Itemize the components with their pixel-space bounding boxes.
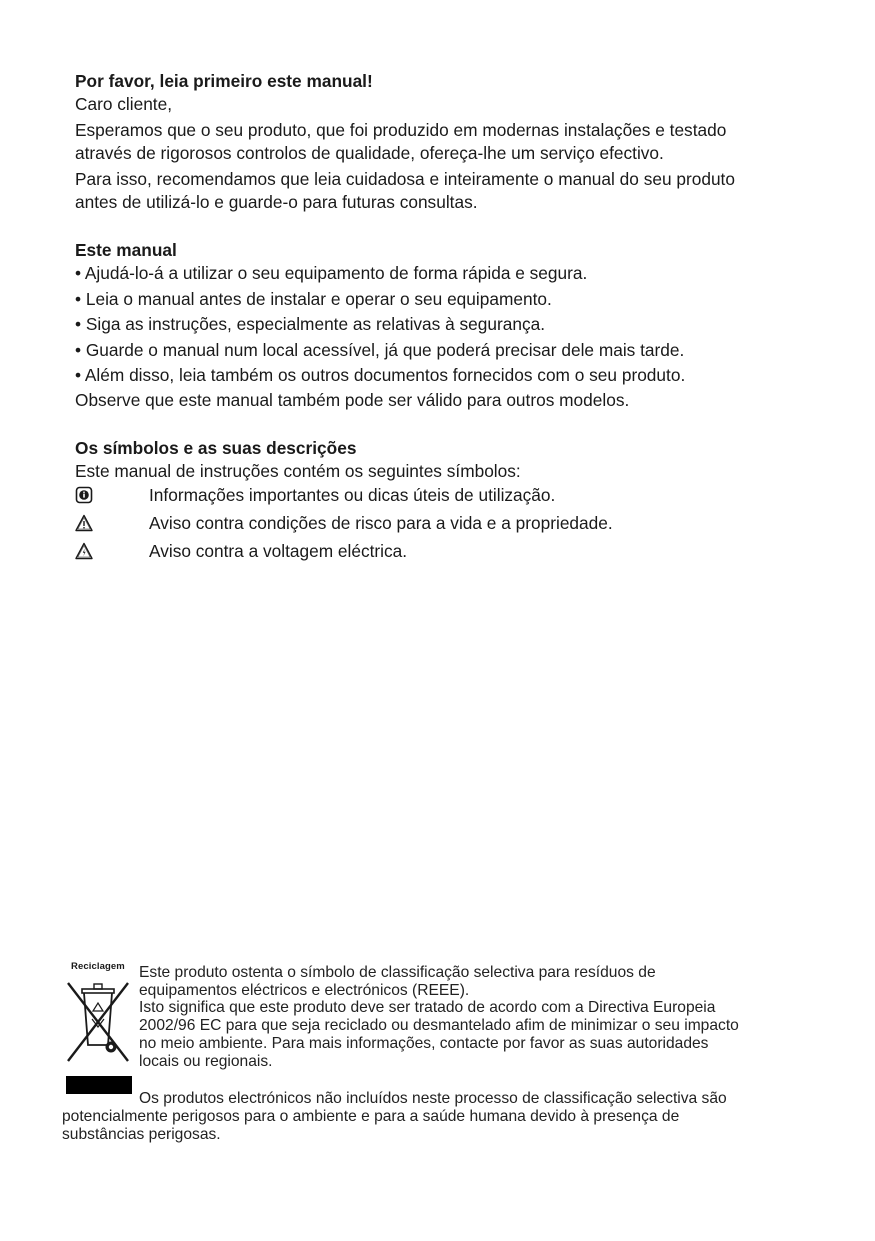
recycling-line: Este produto ostenta o símbolo de classificação selectiva para resíduos de	[139, 964, 656, 981]
paragraph-line: Esperamos que o seu produto, que foi produzido em modernas instalações e testado	[75, 120, 727, 140]
bullet-item: • Além disso, leia também os outros documentos fornecidos com o seu produto.	[75, 365, 686, 386]
recycling-line: Isto significa que este produto deve ser tratado de acordo com a Directiva Europeia	[139, 999, 716, 1017]
bullet-item: • Leia o manual antes de instalar e operar o seu equipamento.	[75, 288, 552, 309]
intro-heading: Por favor, leia primeiro este manual!	[75, 71, 373, 91]
symbols-heading: Os símbolos e as suas descrições	[75, 438, 357, 459]
bullet-item: • Guarde o manual num local acessível, já que poderá precisar dele mais tarde.	[75, 339, 685, 360]
symbol-description: Informações importantes ou dicas úteis de utilização.	[149, 485, 556, 506]
recycling-line: no meio ambiente. Para mais informações, contacte por favor as suas autoridades	[139, 1034, 709, 1052]
recycling-paragraph-2-rest	[62, 1108, 679, 1143]
recycling-label: Reciclagem	[71, 961, 125, 972]
weee-black-bar	[66, 1076, 132, 1094]
paragraph-line: Para isso, recomendamos que leia cuidadosa e inteiramente o manual do seu produto	[75, 169, 735, 189]
recycling-paragraph-2-first	[139, 1090, 727, 1108]
symbol-description: Aviso contra condições de risco para a vida e a propriedade.	[149, 513, 613, 534]
recycling-line: 2002/96 EC para que seja reciclado ou desmantelado afim de minimizar o seu impacto	[139, 1017, 739, 1035]
bullet-item: • Siga as instruções, especialmente as relativas à segurança.	[75, 314, 546, 335]
models-note: Observe que este manual também pode ser válido para outros modelos.	[75, 390, 630, 411]
paragraph-line: antes de utilizá-lo e guarde-o para futuras consultas.	[75, 192, 478, 212]
recycling-line: Os produtos electrónicos não incluídos neste processo de classificação selectiva são	[139, 1090, 727, 1107]
recycling-line: locais ou regionais.	[139, 1052, 273, 1070]
paragraph-line: através de rigorosos controlos de qualidade, ofereça-lhe um serviço efectivo.	[75, 143, 664, 163]
recycling-line: potencialmente perigosos para o ambiente e para a saúde humana devido à presença de	[62, 1108, 680, 1125]
manual-heading: Este manual	[75, 240, 177, 260]
greeting: Caro cliente,	[75, 94, 173, 114]
recycling-line: substâncias perigosas.	[62, 1125, 221, 1143]
symbols-intro: Este manual de instruções contém os seguintes símbolos:	[75, 461, 521, 482]
symbol-description: Aviso contra a voltagem eléctrica.	[149, 541, 408, 562]
crossed-bin-icon	[64, 975, 132, 1065]
recycling-line: equipamentos eléctricos e electrónicos (REEE).	[139, 981, 470, 999]
bullet-item: • Ajudá-lo-á a utilizar o seu equipamento de forma rápida e segura.	[75, 263, 588, 283]
recycling-paragraph-1	[139, 964, 739, 1070]
